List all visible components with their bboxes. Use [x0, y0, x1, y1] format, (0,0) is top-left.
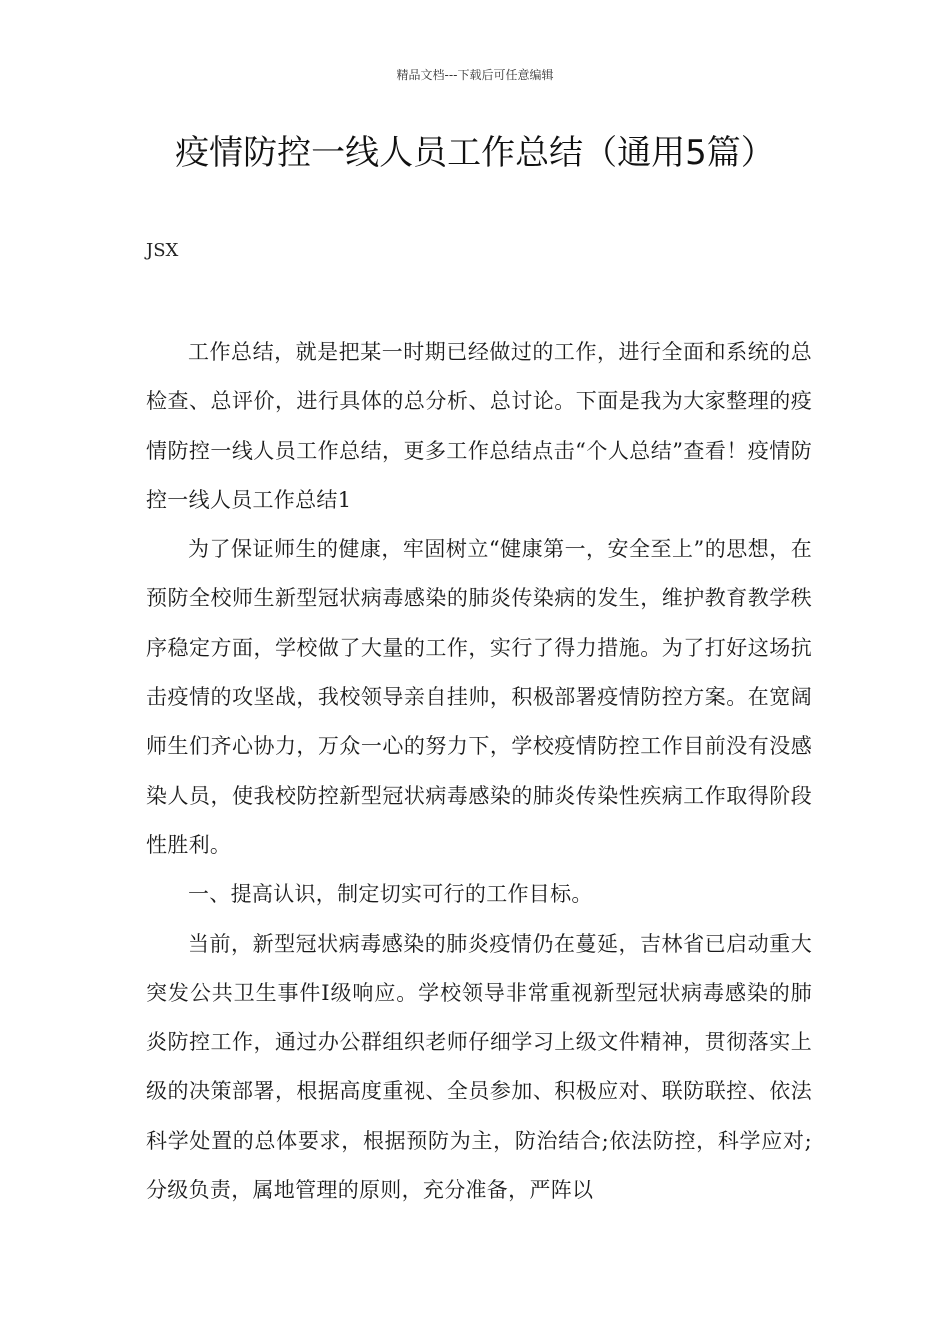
paragraph-current: 当前，新型冠状病毒感染的肺炎疫情仍在蔓延，吉林省已启动重大突发公共卫生事件Ⅰ级响应。学校领导非常重视新型冠状病毒感染的肺炎防控工作，通过办公群组织老师仔细学习上级文件精神，贯彻落实上级的决策部署，根据高度重视、全员参加、积极应对、联防联控、依法科学处置的总体要求，根据预防为主，防治结合;依法防控，科学应对;分级负责，属地管理的原则，充分准备，严阵以: [146, 931, 812, 1203]
document-author: JSX: [146, 240, 179, 261]
document-body: [146, 328, 812, 1215]
document-title: 疫情防控一线人员工作总结（通用5篇）: [175, 133, 775, 173]
section-heading: 一、提高认识，制定切实可行的工作目标。: [188, 882, 593, 907]
header-note: 精品文档---下载后可任意编辑: [396, 68, 554, 82]
paragraph-overview: 为了保证师生的健康，牢固树立“健康第一，安全至上”的思想，在预防全校师生新型冠状病毒感染的肺炎传染病的发生，维护教育教学秩序稳定方面，学校做了大量的工作，实行了得力措施。为了打好这场抗击疫情的攻坚战，我校领导亲自挂帅，积极部署疫情防控方案。在宽阔师生们齐心协力，万众一心的努力下，学校疫情防控工作目前没有没感染人员，使我校防控新型冠状病毒感染的肺炎传染性疾病工作取得阶段性胜利。: [146, 537, 812, 857]
paragraph-intro: 工作总结，就是把某一时期已经做过的工作，进行全面和系统的总检查、总评价，进行具体的总分析、总讨论。下面是我为大家整理的疫情防控一线人员工作总结，更多工作总结点击“个人总结”查看！疫情防控一线人员工作总结1: [146, 340, 812, 512]
